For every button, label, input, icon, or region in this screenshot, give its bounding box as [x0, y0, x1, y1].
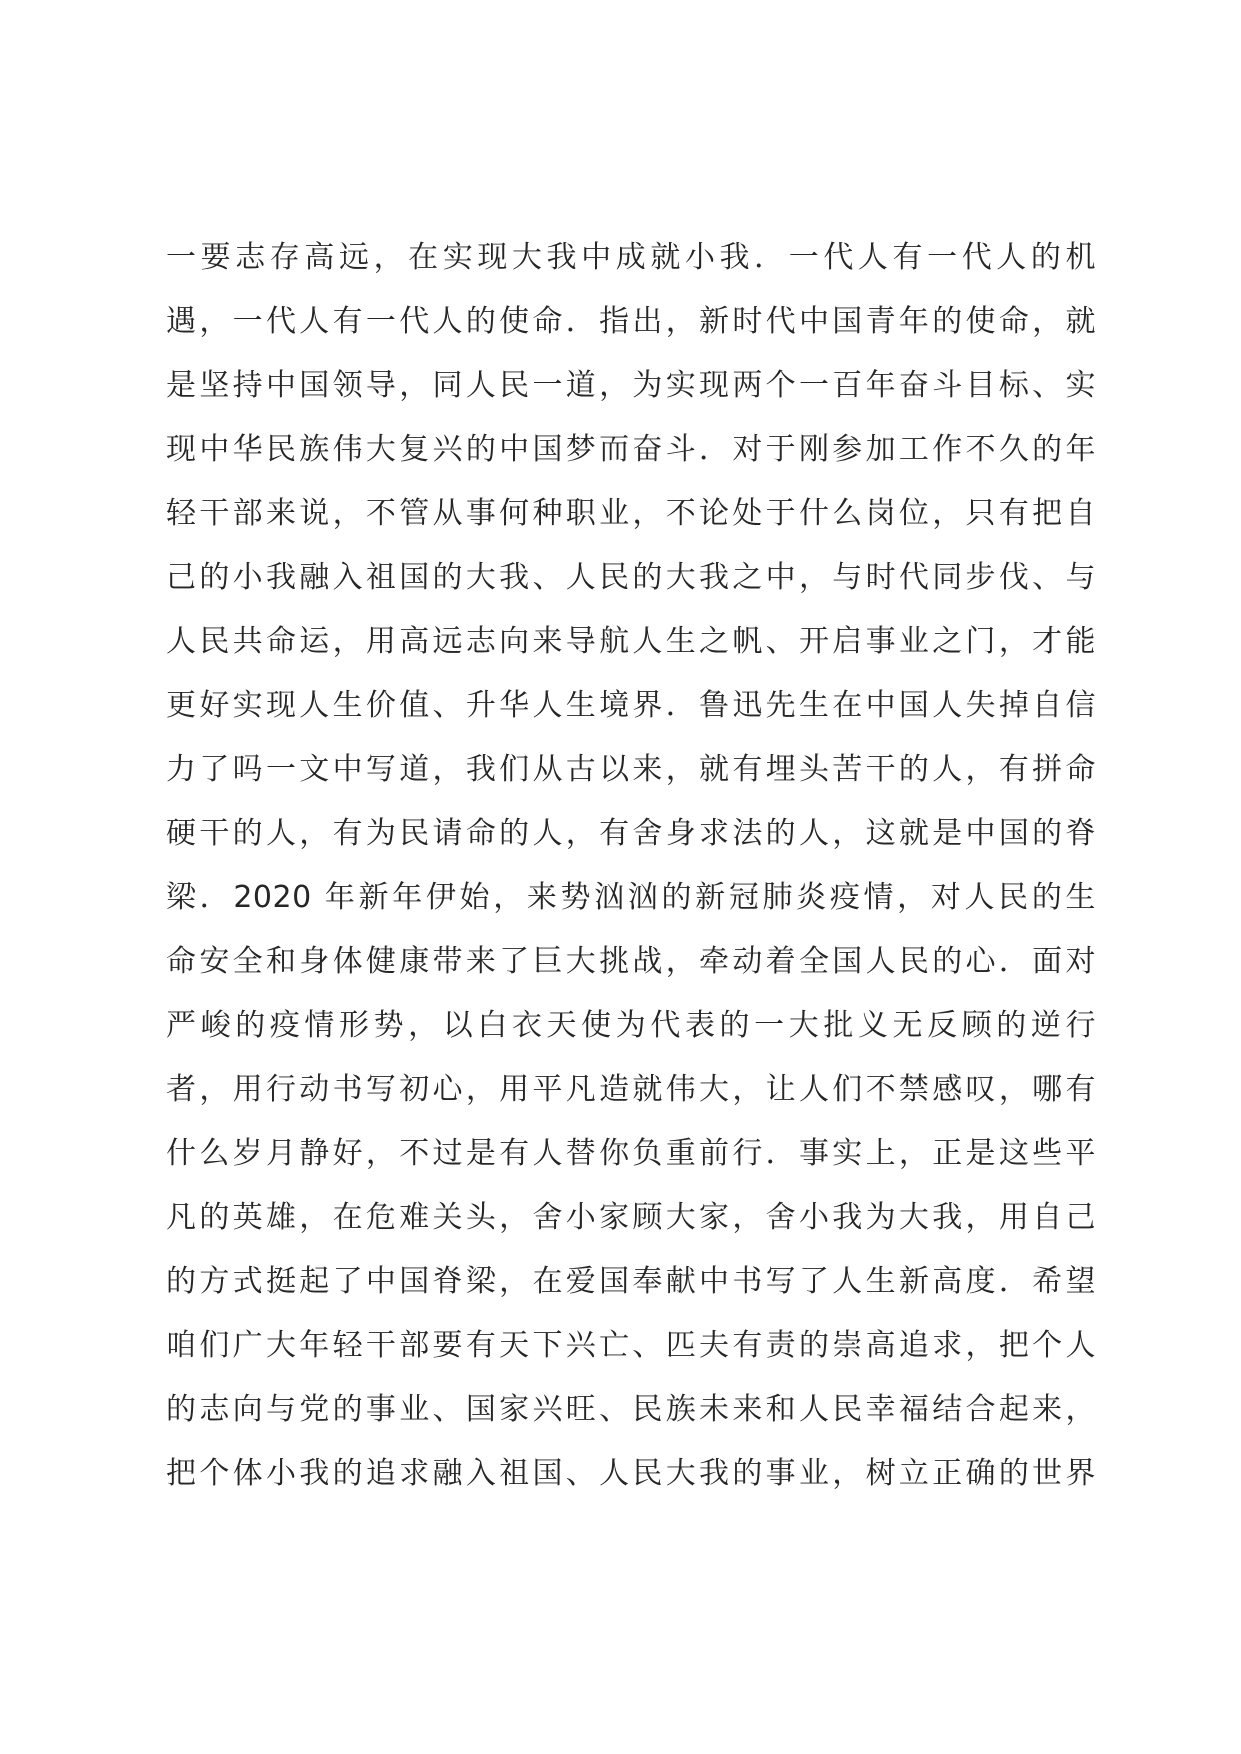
- text-line: 人民共命运，用高远志向来导航人生之帆、开启事业之门，才能: [166, 624, 1096, 659]
- text-line: 现中华民族伟大复兴的中国梦而奋斗．对于刚参加工作不久的年: [166, 432, 1096, 467]
- body-text: [166, 226, 1096, 1506]
- text-line: 是坚持中国领导，同人民一道，为实现两个一百年奋斗目标、实: [166, 368, 1096, 403]
- text-line: 的方式挺起了中国脊梁，在爱国奉献中书写了人生新高度．希望: [166, 1264, 1096, 1299]
- text-line: 遇，一代人有一代人的使命．指出，新时代中国青年的使命，就: [166, 304, 1096, 339]
- text-line: 梁．2020 年新年伊始，来势汹汹的新冠肺炎疫情，对人民的生: [166, 880, 1096, 915]
- text-line: 者，用行动书写初心，用平凡造就伟大，让人们不禁感叹，哪有: [166, 1072, 1096, 1107]
- text-line: 什么岁月静好，不过是有人替你负重前行．事实上，正是这些平: [166, 1136, 1096, 1171]
- text-line: 力了吗一文中写道，我们从古以来，就有埋头苦干的人，有拼命: [166, 752, 1096, 787]
- text-line: 凡的英雄，在危难关头，舍小家顾大家，舍小我为大我，用自己: [166, 1200, 1096, 1235]
- text-line: 轻干部来说，不管从事何种职业，不论处于什么岗位，只有把自: [166, 496, 1096, 531]
- text-line: 的志向与党的事业、国家兴旺、民族未来和人民幸福结合起来，: [166, 1392, 1096, 1427]
- text-line: 一要志存高远，在实现大我中成就小我．一代人有一代人的机: [166, 240, 1096, 275]
- text-line: 命安全和身体健康带来了巨大挑战，牵动着全国人民的心．面对: [166, 944, 1096, 979]
- text-line: 更好实现人生价值、升华人生境界．鲁迅先生在中国人失掉自信: [166, 688, 1096, 723]
- text-line: 严峻的疫情形势，以白衣天使为代表的一大批义无反顾的逆行: [166, 1008, 1096, 1043]
- text-line: 把个体小我的追求融入祖国、人民大我的事业，树立正确的世界: [166, 1456, 1096, 1491]
- text-line: 咱们广大年轻干部要有天下兴亡、匹夫有责的崇高追求，把个人: [166, 1328, 1096, 1363]
- text-line: 己的小我融入祖国的大我、人民的大我之中，与时代同步伐、与: [166, 560, 1096, 595]
- text-line: 硬干的人，有为民请命的人，有舍身求法的人，这就是中国的脊: [166, 816, 1096, 851]
